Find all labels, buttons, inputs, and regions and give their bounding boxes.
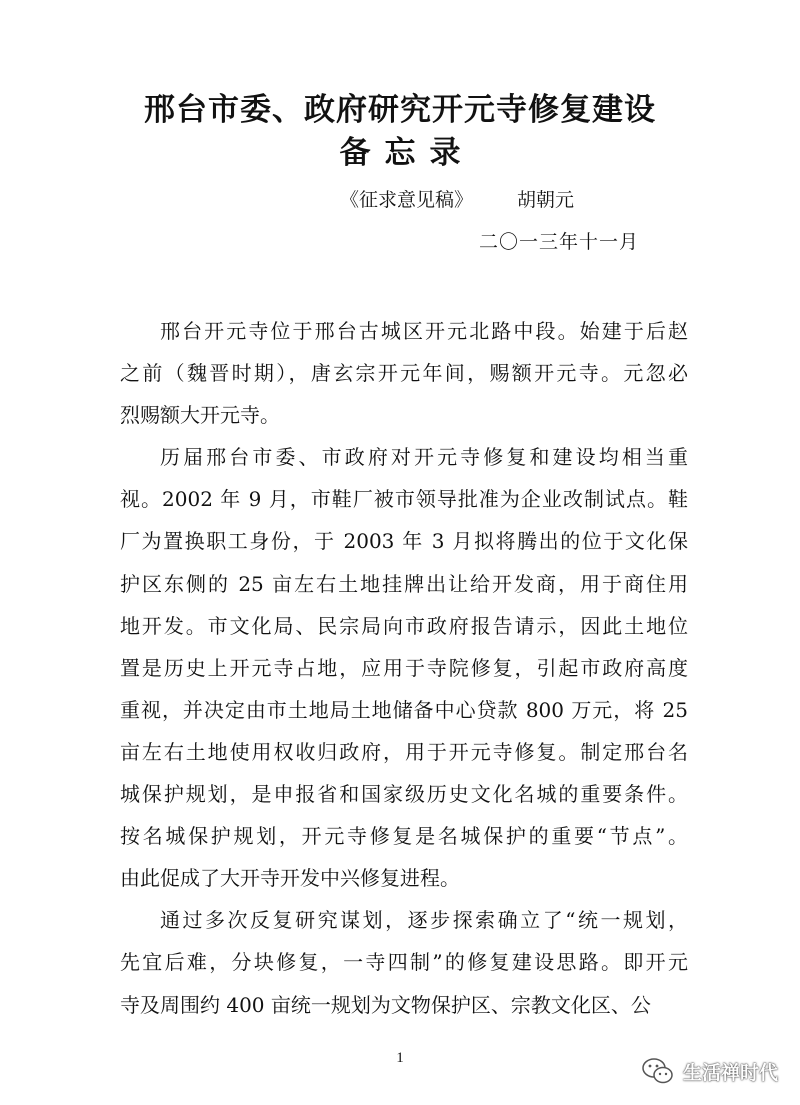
draft-line <box>340 186 574 214</box>
author-name: 胡朝元 <box>517 189 575 211</box>
watermark-text: 生活禅时代 <box>682 1061 778 1084</box>
body-line: 置是历史上开元寺占地，应用于寺院修复，引起市政府高度 <box>120 655 688 680</box>
body-line: 地开发。市文化局、民宗局向市政府报告请示，因此土地位 <box>120 613 688 638</box>
body-line: 重视，并决定由市土地局土地储备中心贷款 800 万元，将 25 <box>120 697 688 722</box>
document-body <box>120 310 688 1026</box>
watermark <box>641 1056 778 1086</box>
body-line: 之前（魏晋时期），唐玄宗开元年间，赐额开元寺。元忽必 <box>120 361 688 386</box>
body-line: 先宜后难，分块修复，一寺四制”的修复建设思路。即开元 <box>120 950 688 975</box>
page-number: 1 <box>396 1050 404 1066</box>
body-line: 历届邢台市委、市政府对开元寺修复和建设均相当重 <box>160 445 688 470</box>
body-line: 视。2002 年 9 月，市鞋厂被市领导批准为企业改制试点。鞋 <box>120 487 688 512</box>
body-line: 烈赐额大开元寺。 <box>120 403 280 428</box>
body-line: 寺及周围约 400 亩统一规划为文物保护区、宗教文化区、公 <box>120 992 651 1017</box>
body-line: 厂为置换职工身份，于 2003 年 3 月拟将腾出的位于文化保 <box>120 529 688 554</box>
body-line: 护区东侧的 25 亩左右土地挂牌出让给开发商，用于商住用 <box>120 571 688 596</box>
document-subtitle: 备忘录 <box>339 135 475 171</box>
body-line: 由此促成了大开寺开发中兴修复进程。 <box>120 866 460 891</box>
body-line: 邢台开元寺位于邢台古城区开元北路中段。始建于后赵 <box>160 319 688 343</box>
wechat-icon <box>641 1056 675 1086</box>
body-line: 亩左右土地使用权收归政府，用于开元寺修复。制定邢台名 <box>120 739 688 764</box>
body-line: 通过多次反复研究谋划，逐步探索确立了“统一规划， <box>160 908 688 933</box>
draft-label: 《征求意见稿》 <box>340 189 474 211</box>
body-line: 城保护规划，是申报省和国家级历史文化名城的重要条件。 <box>120 782 688 807</box>
document-title: 邢台市委、政府研究开元寺修复建设 <box>144 92 656 128</box>
document-date: 二〇一三年十一月 <box>479 231 640 253</box>
body-line: 按名城保护规划，开元寺修复是名城保护的重要“节点”。 <box>120 824 688 849</box>
